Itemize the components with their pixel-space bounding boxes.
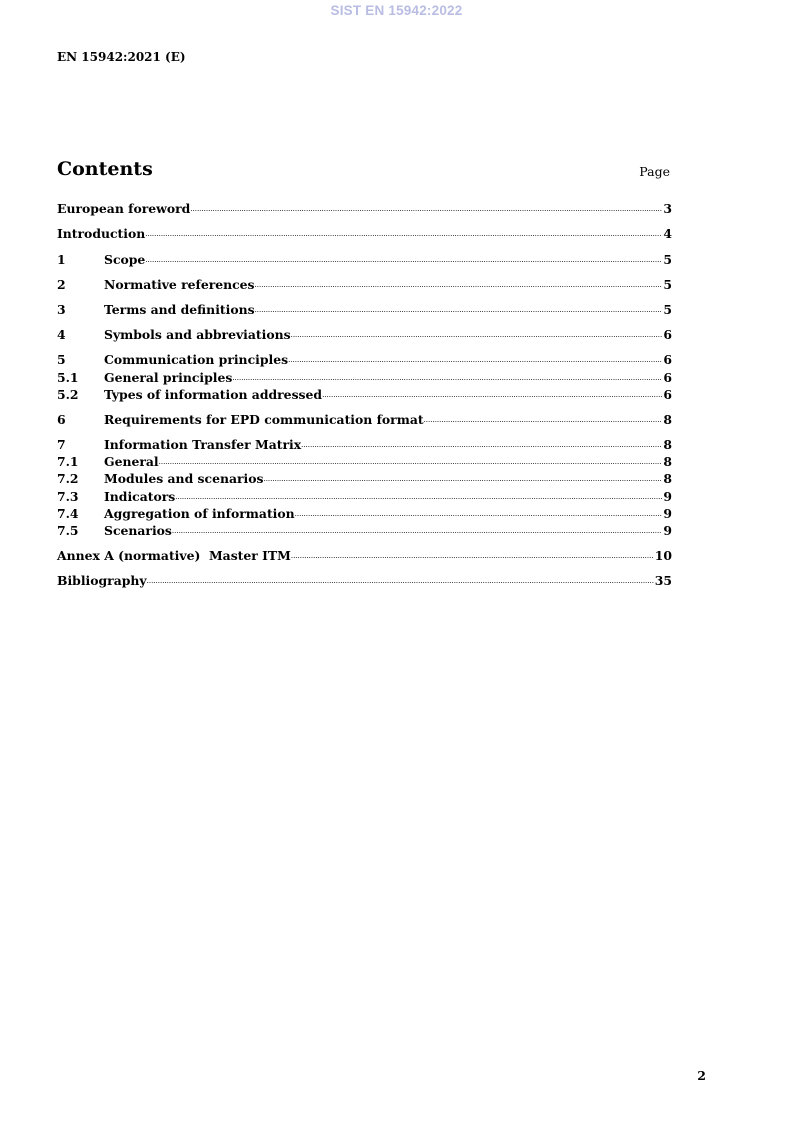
toc-entry-annex-a[interactable] xyxy=(57,548,672,564)
toc-entry-page: 8 xyxy=(663,454,672,469)
toc-entry-title: Requirements for EPD communication format xyxy=(104,412,424,427)
toc-entry-number: 7.1 xyxy=(57,454,79,469)
toc-entry-title: Communication principles xyxy=(104,352,289,367)
toc-leader-dots xyxy=(255,304,663,318)
toc-entry-epd-communication-format[interactable] xyxy=(57,412,672,428)
toc-leader-dots xyxy=(322,389,662,403)
toc-entry-page: 6 xyxy=(663,352,672,367)
toc-entry-page: 6 xyxy=(663,387,672,402)
toc-entry-normative-references[interactable] xyxy=(57,277,672,293)
toc-entry-indicators[interactable] xyxy=(57,489,672,505)
toc-entry-number: 7 xyxy=(57,437,66,452)
toc-entry-types-of-information[interactable] xyxy=(57,387,672,403)
toc-entry-terms-and-definitions[interactable] xyxy=(57,302,672,318)
toc-entry-title: General xyxy=(104,454,159,469)
toc-entry-number: 5 xyxy=(57,352,66,367)
toc-leader-dots xyxy=(291,329,663,343)
toc-leader-dots xyxy=(291,550,654,564)
toc-entry-communication-principles[interactable] xyxy=(57,352,672,368)
toc-entry-number: 7.5 xyxy=(57,523,79,538)
toc-entry-scope[interactable] xyxy=(57,252,672,268)
toc-entry-number: 5.1 xyxy=(57,370,79,385)
toc-entry-bibliography[interactable] xyxy=(57,573,672,589)
toc-entry-page: 6 xyxy=(663,370,672,385)
toc-entry-title: Aggregation of information xyxy=(104,506,295,521)
toc-entry-number: 7.4 xyxy=(57,506,79,521)
toc-leader-dots xyxy=(263,473,662,487)
page-title: Contents xyxy=(57,158,153,180)
toc-entry-title: Annex A (normative) Master ITM xyxy=(57,548,291,563)
toc-entry-general-principles[interactable] xyxy=(57,370,672,386)
toc-leader-dots xyxy=(145,254,662,268)
toc-entry-page: 9 xyxy=(663,489,672,504)
toc-leader-dots xyxy=(301,439,662,453)
toc-leader-dots xyxy=(147,575,654,589)
toc-entry-title: Normative references xyxy=(104,277,255,292)
toc-entry-general[interactable] xyxy=(57,454,672,470)
toc-entry-page: 5 xyxy=(663,252,672,267)
toc-entry-scenarios[interactable] xyxy=(57,523,672,539)
toc-entry-title: Scope xyxy=(104,252,146,267)
toc-entry-page: 10 xyxy=(654,548,672,563)
toc-entry-number: 1 xyxy=(57,252,66,267)
toc-leader-dots xyxy=(145,228,662,242)
toc-entry-title: Terms and definitions xyxy=(104,302,255,317)
toc-entry-number: 7.3 xyxy=(57,489,79,504)
toc-leader-dots xyxy=(175,491,662,505)
toc-entry-title: Indicators xyxy=(104,489,176,504)
toc-entry-page: 5 xyxy=(663,277,672,292)
toc-entry-title: Introduction xyxy=(57,226,146,241)
toc-entry-title: Information Transfer Matrix xyxy=(104,437,302,452)
watermark: SIST EN 15942:2022 xyxy=(330,3,463,18)
page-column-label: Page xyxy=(639,164,670,179)
toc-leader-dots xyxy=(190,203,662,217)
toc-entry-title: Symbols and abbreviations xyxy=(104,327,291,342)
toc-entry-page: 8 xyxy=(663,471,672,486)
toc-entry-introduction[interactable] xyxy=(57,226,672,242)
toc-entry-number: 7.2 xyxy=(57,471,79,486)
toc-entry-title: Scenarios xyxy=(104,523,172,538)
toc-entry-title: Types of information addressed xyxy=(104,387,323,402)
toc-entry-title: Bibliography xyxy=(57,573,147,588)
toc-entry-aggregation-of-information[interactable] xyxy=(57,506,672,522)
toc-entry-title: European foreword xyxy=(57,201,191,216)
toc-entry-page: 6 xyxy=(663,327,672,342)
toc-entry-page: 5 xyxy=(663,302,672,317)
toc-entry-page: 8 xyxy=(663,437,672,452)
toc-entry-number: 6 xyxy=(57,412,66,427)
toc-entry-page: 35 xyxy=(654,573,672,588)
toc-entry-page: 3 xyxy=(663,201,672,216)
toc-entry-page: 4 xyxy=(663,226,672,241)
toc-entry-information-transfer-matrix[interactable] xyxy=(57,437,672,453)
toc-entry-number: 3 xyxy=(57,302,66,317)
toc-leader-dots xyxy=(288,354,662,368)
toc-entry-number: 2 xyxy=(57,277,66,292)
toc-leader-dots xyxy=(159,456,663,470)
toc-leader-dots xyxy=(255,279,663,293)
toc-entry-european-foreword[interactable] xyxy=(57,201,672,217)
page-number: 2 xyxy=(697,1068,706,1083)
toc-entry-page: 9 xyxy=(663,523,672,538)
toc-leader-dots xyxy=(295,508,663,522)
toc-entry-page: 9 xyxy=(663,506,672,521)
toc-entry-title: Modules and scenarios xyxy=(104,471,264,486)
toc-entry-title: General principles xyxy=(104,370,233,385)
toc-leader-dots xyxy=(232,372,662,386)
toc-leader-dots xyxy=(424,414,663,428)
toc-leader-dots xyxy=(172,525,662,539)
toc-entry-page: 8 xyxy=(663,412,672,427)
toc-entry-modules-and-scenarios[interactable] xyxy=(57,471,672,487)
toc-entry-number: 4 xyxy=(57,327,66,342)
toc-entry-symbols-and-abbreviations[interactable] xyxy=(57,327,672,343)
toc-entry-number: 5.2 xyxy=(57,387,79,402)
document-identifier: EN 15942:2021 (E) xyxy=(57,50,186,64)
